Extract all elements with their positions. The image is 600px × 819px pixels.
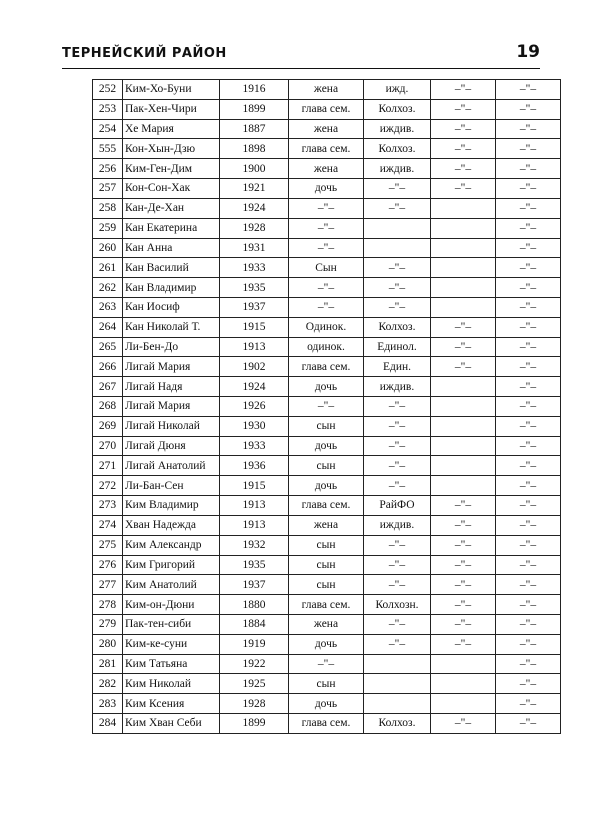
records-table-body: [93, 80, 561, 734]
person-name: Ким-он-Дюни: [123, 595, 220, 615]
column-7-value: –"–: [496, 535, 561, 555]
column-7-value: –"–: [496, 317, 561, 337]
column-6-value: –"–: [431, 575, 496, 595]
person-name: Ким-Хо-Буни: [123, 80, 220, 100]
occupation-status: –"–: [364, 456, 431, 476]
column-6-value: –"–: [431, 99, 496, 119]
table-row: [93, 139, 561, 159]
row-number: 264: [93, 317, 123, 337]
birth-year: 1902: [220, 357, 289, 377]
row-number: 274: [93, 515, 123, 535]
column-6-value: –"–: [431, 139, 496, 159]
column-6-value: –"–: [431, 714, 496, 734]
family-relation: Сын: [289, 258, 364, 278]
column-6-value: [431, 198, 496, 218]
table-row: [93, 218, 561, 238]
family-relation: –"–: [289, 278, 364, 298]
column-7-value: –"–: [496, 555, 561, 575]
column-6-value: [431, 297, 496, 317]
family-relation: сын: [289, 555, 364, 575]
birth-year: 1931: [220, 238, 289, 258]
column-6-value: –"–: [431, 357, 496, 377]
column-6-value: [431, 258, 496, 278]
family-relation: сын: [289, 674, 364, 694]
column-6-value: [431, 436, 496, 456]
family-relation: глава сем.: [289, 714, 364, 734]
row-number: 269: [93, 416, 123, 436]
family-relation: жена: [289, 119, 364, 139]
birth-year: 1928: [220, 218, 289, 238]
column-6-value: [431, 416, 496, 436]
column-6-value: –"–: [431, 535, 496, 555]
row-number: 252: [93, 80, 123, 100]
row-number: 257: [93, 179, 123, 199]
person-name: Кан Екатерина: [123, 218, 220, 238]
person-name: Ким Григорий: [123, 555, 220, 575]
column-7-value: –"–: [496, 278, 561, 298]
column-7-value: –"–: [496, 179, 561, 199]
column-7-value: –"–: [496, 198, 561, 218]
person-name: Кан Иосиф: [123, 297, 220, 317]
person-name: Хван Надежда: [123, 515, 220, 535]
occupation-status: Един.: [364, 357, 431, 377]
family-relation: дочь: [289, 436, 364, 456]
family-relation: жена: [289, 159, 364, 179]
occupation-status: РайФО: [364, 496, 431, 516]
person-name: Ли-Бен-До: [123, 337, 220, 357]
table-row: [93, 258, 561, 278]
occupation-status: –"–: [364, 179, 431, 199]
occupation-status: [364, 694, 431, 714]
occupation-status: –"–: [364, 614, 431, 634]
family-relation: дочь: [289, 476, 364, 496]
birth-year: 1937: [220, 575, 289, 595]
table-row: [93, 575, 561, 595]
row-number: 277: [93, 575, 123, 595]
occupation-status: Колхоз.: [364, 317, 431, 337]
family-relation: одинок.: [289, 337, 364, 357]
row-number: 272: [93, 476, 123, 496]
birth-year: 1887: [220, 119, 289, 139]
family-relation: глава сем.: [289, 357, 364, 377]
table-row: [93, 634, 561, 654]
occupation-status: [364, 238, 431, 258]
running-head-title: ТЕРНЕЙСКИЙ РАЙОН: [62, 46, 227, 61]
row-number: 279: [93, 614, 123, 634]
column-7-value: –"–: [496, 654, 561, 674]
table-row: [93, 555, 561, 575]
table-row: [93, 416, 561, 436]
birth-year: 1924: [220, 377, 289, 397]
occupation-status: –"–: [364, 436, 431, 456]
row-number: 278: [93, 595, 123, 615]
occupation-status: Колхоз.: [364, 139, 431, 159]
row-number: 271: [93, 456, 123, 476]
occupation-status: –"–: [364, 198, 431, 218]
occupation-status: иждив.: [364, 377, 431, 397]
family-relation: глава сем.: [289, 99, 364, 119]
table-row: [93, 357, 561, 377]
birth-year: 1899: [220, 714, 289, 734]
person-name: Лигай Николай: [123, 416, 220, 436]
column-7-value: –"–: [496, 416, 561, 436]
table-row: [93, 119, 561, 139]
column-7-value: –"–: [496, 515, 561, 535]
table-row: [93, 198, 561, 218]
table-row: [93, 674, 561, 694]
table-row: [93, 159, 561, 179]
header-rule: [62, 68, 540, 69]
row-number: 268: [93, 397, 123, 417]
occupation-status: иждив.: [364, 119, 431, 139]
occupation-status: –"–: [364, 575, 431, 595]
column-6-value: [431, 397, 496, 417]
table-row: [93, 476, 561, 496]
table-row: [93, 694, 561, 714]
birth-year: 1898: [220, 139, 289, 159]
family-relation: –"–: [289, 297, 364, 317]
occupation-status: [364, 654, 431, 674]
row-number: 259: [93, 218, 123, 238]
table-row: [93, 337, 561, 357]
person-name: Лигай Надя: [123, 377, 220, 397]
column-6-value: –"–: [431, 159, 496, 179]
birth-year: 1900: [220, 159, 289, 179]
column-7-value: –"–: [496, 456, 561, 476]
column-7-value: –"–: [496, 674, 561, 694]
column-6-value: –"–: [431, 515, 496, 535]
person-name: Лигай Дюня: [123, 436, 220, 456]
row-number: 276: [93, 555, 123, 575]
occupation-status: –"–: [364, 297, 431, 317]
occupation-status: [364, 218, 431, 238]
person-name: Ким Татьяна: [123, 654, 220, 674]
birth-year: 1932: [220, 535, 289, 555]
occupation-status: Колхоз.: [364, 714, 431, 734]
birth-year: 1913: [220, 337, 289, 357]
family-relation: дочь: [289, 377, 364, 397]
column-7-value: –"–: [496, 614, 561, 634]
column-7-value: –"–: [496, 595, 561, 615]
column-6-value: –"–: [431, 614, 496, 634]
table-row: [93, 456, 561, 476]
page-header: [62, 40, 540, 70]
table-row: [93, 436, 561, 456]
column-7-value: –"–: [496, 397, 561, 417]
person-name: Кон-Хын-Дзю: [123, 139, 220, 159]
column-6-value: [431, 476, 496, 496]
family-relation: жена: [289, 80, 364, 100]
occupation-status: –"–: [364, 476, 431, 496]
person-name: Кан-Де-Хан: [123, 198, 220, 218]
column-7-value: –"–: [496, 258, 561, 278]
column-6-value: –"–: [431, 119, 496, 139]
table-row: [93, 654, 561, 674]
family-relation: сын: [289, 535, 364, 555]
birth-year: 1913: [220, 515, 289, 535]
table-row: [93, 515, 561, 535]
column-6-value: –"–: [431, 496, 496, 516]
family-relation: глава сем.: [289, 496, 364, 516]
person-name: Ким Владимир: [123, 496, 220, 516]
birth-year: 1884: [220, 614, 289, 634]
family-relation: дочь: [289, 179, 364, 199]
birth-year: 1916: [220, 80, 289, 100]
column-6-value: –"–: [431, 555, 496, 575]
birth-year: 1937: [220, 297, 289, 317]
column-7-value: –"–: [496, 139, 561, 159]
column-6-value: [431, 218, 496, 238]
column-7-value: –"–: [496, 476, 561, 496]
family-relation: –"–: [289, 238, 364, 258]
column-7-value: –"–: [496, 357, 561, 377]
column-6-value: [431, 654, 496, 674]
row-number: 260: [93, 238, 123, 258]
occupation-status: Колхозн.: [364, 595, 431, 615]
table-row: [93, 99, 561, 119]
birth-year: 1922: [220, 654, 289, 674]
person-name: Ким-Ген-Дим: [123, 159, 220, 179]
table-row: [93, 614, 561, 634]
birth-year: 1933: [220, 258, 289, 278]
row-number: 266: [93, 357, 123, 377]
row-number: 267: [93, 377, 123, 397]
row-number: 280: [93, 634, 123, 654]
occupation-status: –"–: [364, 258, 431, 278]
birth-year: 1925: [220, 674, 289, 694]
birth-year: 1921: [220, 179, 289, 199]
family-relation: Одинок.: [289, 317, 364, 337]
row-number: 265: [93, 337, 123, 357]
person-name: Кан Анна: [123, 238, 220, 258]
occupation-status: –"–: [364, 555, 431, 575]
birth-year: 1899: [220, 99, 289, 119]
table-row: [93, 80, 561, 100]
table-row: [93, 714, 561, 734]
column-6-value: [431, 278, 496, 298]
column-6-value: [431, 674, 496, 694]
family-relation: –"–: [289, 198, 364, 218]
column-6-value: –"–: [431, 317, 496, 337]
birth-year: 1926: [220, 397, 289, 417]
row-number: 275: [93, 535, 123, 555]
records-table: [92, 79, 561, 734]
table-row: [93, 238, 561, 258]
table-row: [93, 317, 561, 337]
column-7-value: –"–: [496, 238, 561, 258]
table-row: [93, 179, 561, 199]
row-number: 256: [93, 159, 123, 179]
row-number: 258: [93, 198, 123, 218]
person-name: Ким Хван Себи: [123, 714, 220, 734]
person-name: Ким Николай: [123, 674, 220, 694]
person-name: Кан Николай Т.: [123, 317, 220, 337]
occupation-status: –"–: [364, 278, 431, 298]
family-relation: –"–: [289, 654, 364, 674]
table-row: [93, 278, 561, 298]
column-7-value: –"–: [496, 337, 561, 357]
row-number: 262: [93, 278, 123, 298]
person-name: Ким Анатолий: [123, 575, 220, 595]
column-6-value: –"–: [431, 595, 496, 615]
column-6-value: –"–: [431, 179, 496, 199]
occupation-status: иждив.: [364, 159, 431, 179]
row-number: 273: [93, 496, 123, 516]
row-number: 283: [93, 694, 123, 714]
column-6-value: [431, 238, 496, 258]
column-6-value: –"–: [431, 337, 496, 357]
column-6-value: [431, 377, 496, 397]
column-7-value: –"–: [496, 159, 561, 179]
occupation-status: [364, 674, 431, 694]
family-relation: жена: [289, 515, 364, 535]
column-7-value: –"–: [496, 714, 561, 734]
column-7-value: –"–: [496, 377, 561, 397]
family-relation: –"–: [289, 397, 364, 417]
person-name: Ким Ксения: [123, 694, 220, 714]
row-number: 253: [93, 99, 123, 119]
column-7-value: –"–: [496, 99, 561, 119]
person-name: Ким Александр: [123, 535, 220, 555]
row-number: 263: [93, 297, 123, 317]
family-relation: глава сем.: [289, 595, 364, 615]
birth-year: 1936: [220, 456, 289, 476]
person-name: Кон-Сон-Хак: [123, 179, 220, 199]
family-relation: –"–: [289, 218, 364, 238]
row-number: 284: [93, 714, 123, 734]
person-name: Лигай Анатолий: [123, 456, 220, 476]
person-name: Пак-тен-сиби: [123, 614, 220, 634]
column-7-value: –"–: [496, 80, 561, 100]
column-6-value: [431, 694, 496, 714]
column-6-value: –"–: [431, 634, 496, 654]
birth-year: 1924: [220, 198, 289, 218]
row-number: 270: [93, 436, 123, 456]
person-name: Пак-Хен-Чири: [123, 99, 220, 119]
family-relation: дочь: [289, 694, 364, 714]
person-name: Кан Владимир: [123, 278, 220, 298]
table-row: [93, 496, 561, 516]
column-6-value: [431, 456, 496, 476]
column-7-value: –"–: [496, 218, 561, 238]
column-7-value: –"–: [496, 436, 561, 456]
row-number: 282: [93, 674, 123, 694]
table-row: [93, 297, 561, 317]
birth-year: 1880: [220, 595, 289, 615]
page-number: 19: [516, 42, 540, 62]
occupation-status: ижд.: [364, 80, 431, 100]
person-name: Лигай Мария: [123, 397, 220, 417]
row-number: 261: [93, 258, 123, 278]
column-7-value: –"–: [496, 575, 561, 595]
table-row: [93, 535, 561, 555]
birth-year: 1935: [220, 555, 289, 575]
row-number: 555: [93, 139, 123, 159]
birth-year: 1933: [220, 436, 289, 456]
occupation-status: иждив.: [364, 515, 431, 535]
person-name: Ли-Бан-Сен: [123, 476, 220, 496]
birth-year: 1919: [220, 634, 289, 654]
birth-year: 1915: [220, 317, 289, 337]
birth-year: 1930: [220, 416, 289, 436]
family-relation: сын: [289, 456, 364, 476]
row-number: 281: [93, 654, 123, 674]
person-name: Хе Мария: [123, 119, 220, 139]
column-6-value: –"–: [431, 80, 496, 100]
family-relation: жена: [289, 614, 364, 634]
occupation-status: –"–: [364, 634, 431, 654]
occupation-status: Колхоз.: [364, 99, 431, 119]
occupation-status: –"–: [364, 416, 431, 436]
occupation-status: –"–: [364, 397, 431, 417]
person-name: Лигай Мария: [123, 357, 220, 377]
birth-year: 1915: [220, 476, 289, 496]
family-relation: глава сем.: [289, 139, 364, 159]
occupation-status: Единол.: [364, 337, 431, 357]
birth-year: 1928: [220, 694, 289, 714]
family-relation: сын: [289, 575, 364, 595]
person-name: Кан Василий: [123, 258, 220, 278]
column-7-value: –"–: [496, 119, 561, 139]
row-number: 254: [93, 119, 123, 139]
family-relation: сын: [289, 416, 364, 436]
column-7-value: –"–: [496, 496, 561, 516]
column-7-value: –"–: [496, 297, 561, 317]
column-7-value: –"–: [496, 634, 561, 654]
table-row: [93, 595, 561, 615]
column-7-value: –"–: [496, 694, 561, 714]
person-name: Ким-ке-суни: [123, 634, 220, 654]
occupation-status: –"–: [364, 535, 431, 555]
birth-year: 1935: [220, 278, 289, 298]
table-row: [93, 377, 561, 397]
table-row: [93, 397, 561, 417]
family-relation: дочь: [289, 634, 364, 654]
birth-year: 1913: [220, 496, 289, 516]
